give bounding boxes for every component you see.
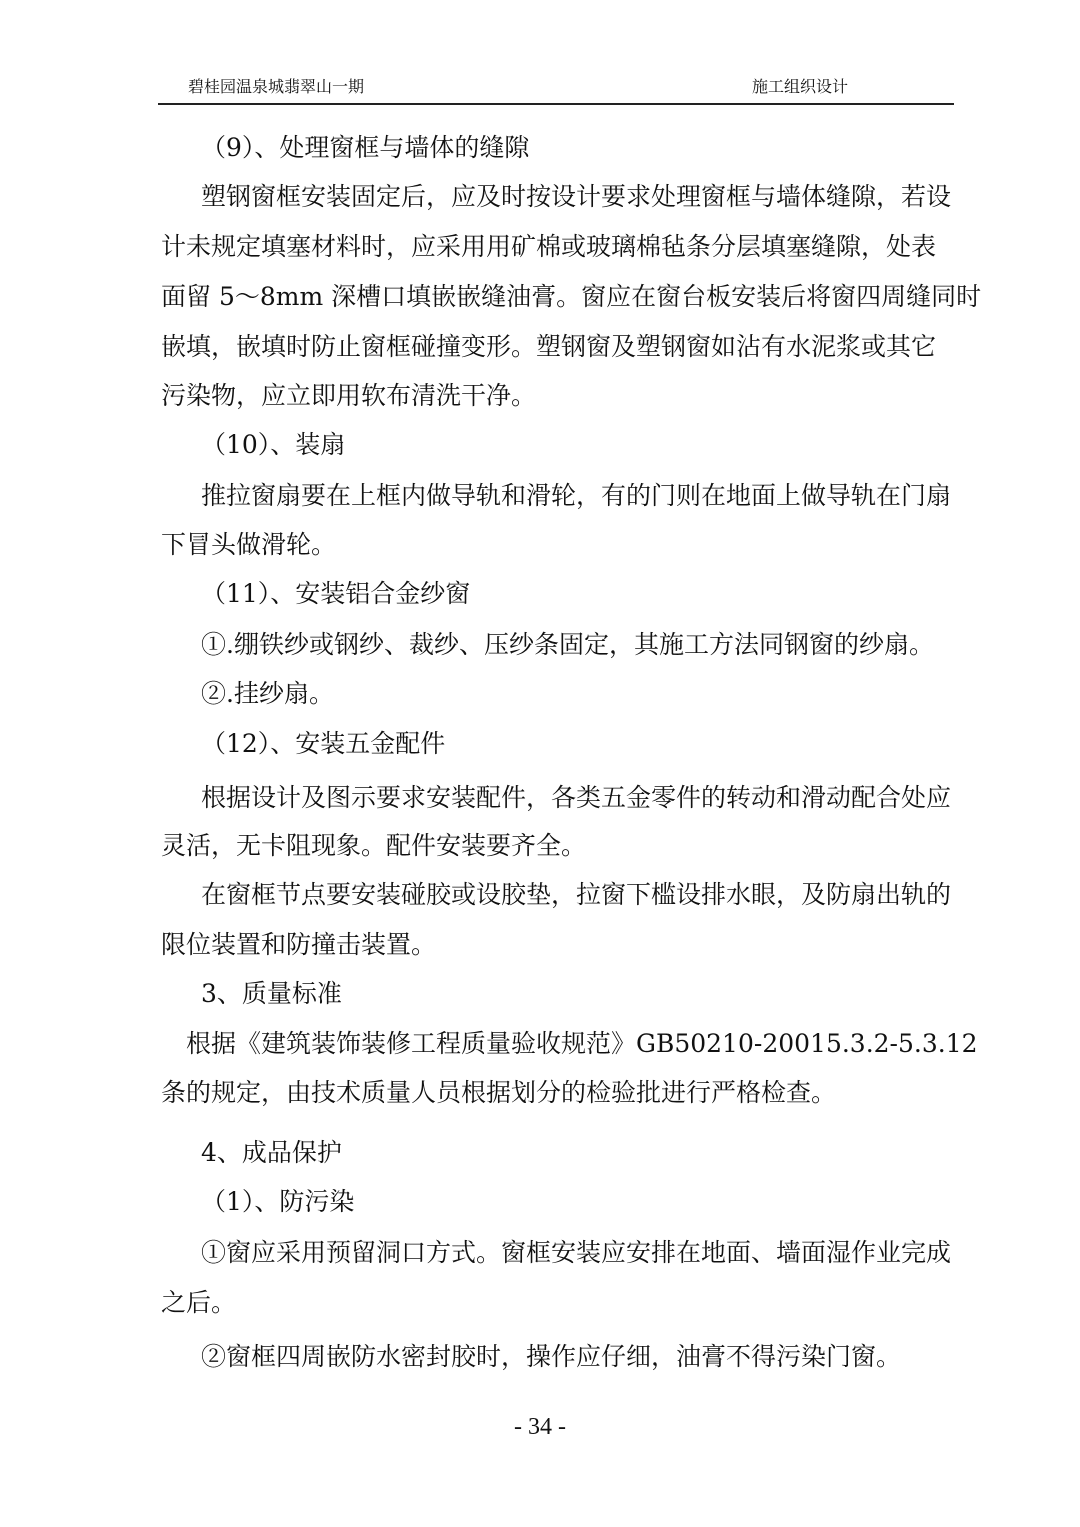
list-item: ①窗应采用预留洞口方式。窗框安装应安排在地面、墙面湿作业完成 (201, 1238, 952, 1267)
paragraph-line: 推拉窗扇要在上框内做导轨和滑轮，有的门则在地面上做导轨在门扇 (201, 481, 952, 510)
heading-12: （12）、安装五金配件 (201, 729, 446, 758)
paragraph-line: 之后。 (161, 1288, 237, 1317)
header-divider (158, 103, 954, 105)
paragraph-line: 计未规定填塞材料时，应采用用矿棉或玻璃棉毡条分层填塞缝隙，处表 (161, 232, 937, 261)
list-item: ①.绷铁纱或钢纱、裁纱、压纱条固定，其施工方法同钢窗的纱扇。 (201, 630, 934, 659)
paragraph-line: 塑钢窗框安装固定后，应及时按设计要求处理窗框与墙体缝隙，若设 (201, 182, 952, 211)
paragraph-line: 条的规定，由技术质量人员根据划分的检验批进行严格检查。 (161, 1078, 837, 1107)
heading-9: （9）、处理窗框与墙体的缝隙 (201, 133, 530, 162)
list-item: ②.挂纱扇。 (201, 679, 334, 708)
list-item: ②窗框四周嵌防水密封胶时，操作应仔细，油膏不得污染门窗。 (201, 1342, 902, 1371)
page-number: - 34 - (514, 1414, 566, 1440)
paragraph-line: 在窗框节点要安装碰胶或设胶垫，拉窗下槛设排水眼，及防扇出轨的 (201, 880, 952, 909)
heading-1: （1）、防污染 (201, 1187, 355, 1216)
header-document-title: 施工组织设计 (752, 77, 849, 96)
heading-10: （10）、装扇 (201, 430, 346, 459)
paragraph-line: 污染物，应立即用软布清洗干净。 (161, 381, 537, 410)
paragraph-line: 根据《建筑装饰装修工程质量验收规范》GB50210-20015.3.2-5.3.12 (186, 1029, 978, 1058)
section-heading-4: 4、成品保护 (201, 1138, 342, 1167)
paragraph-line: 面留 5～8mm 深槽口填嵌嵌缝油膏。窗应在窗台板安装后将窗四周缝同时 (161, 282, 982, 311)
paragraph-line: 下冒头做滑轮。 (161, 530, 337, 559)
header-project-name: 碧桂园温泉城翡翠山一期 (188, 77, 365, 96)
paragraph-line: 限位装置和防撞击装置。 (161, 930, 437, 959)
paragraph-line: 根据设计及图示要求安装配件，各类五金零件的转动和滑动配合处应 (201, 783, 952, 812)
heading-11: （11）、安装铝合金纱窗 (201, 579, 471, 608)
section-heading-3: 3、质量标准 (201, 979, 342, 1008)
paragraph-line: 灵活，无卡阻现象。配件安装要齐全。 (161, 831, 587, 860)
paragraph-line: 嵌填，嵌填时防止窗框碰撞变形。塑钢窗及塑钢窗如沾有水泥浆或其它 (161, 332, 937, 361)
